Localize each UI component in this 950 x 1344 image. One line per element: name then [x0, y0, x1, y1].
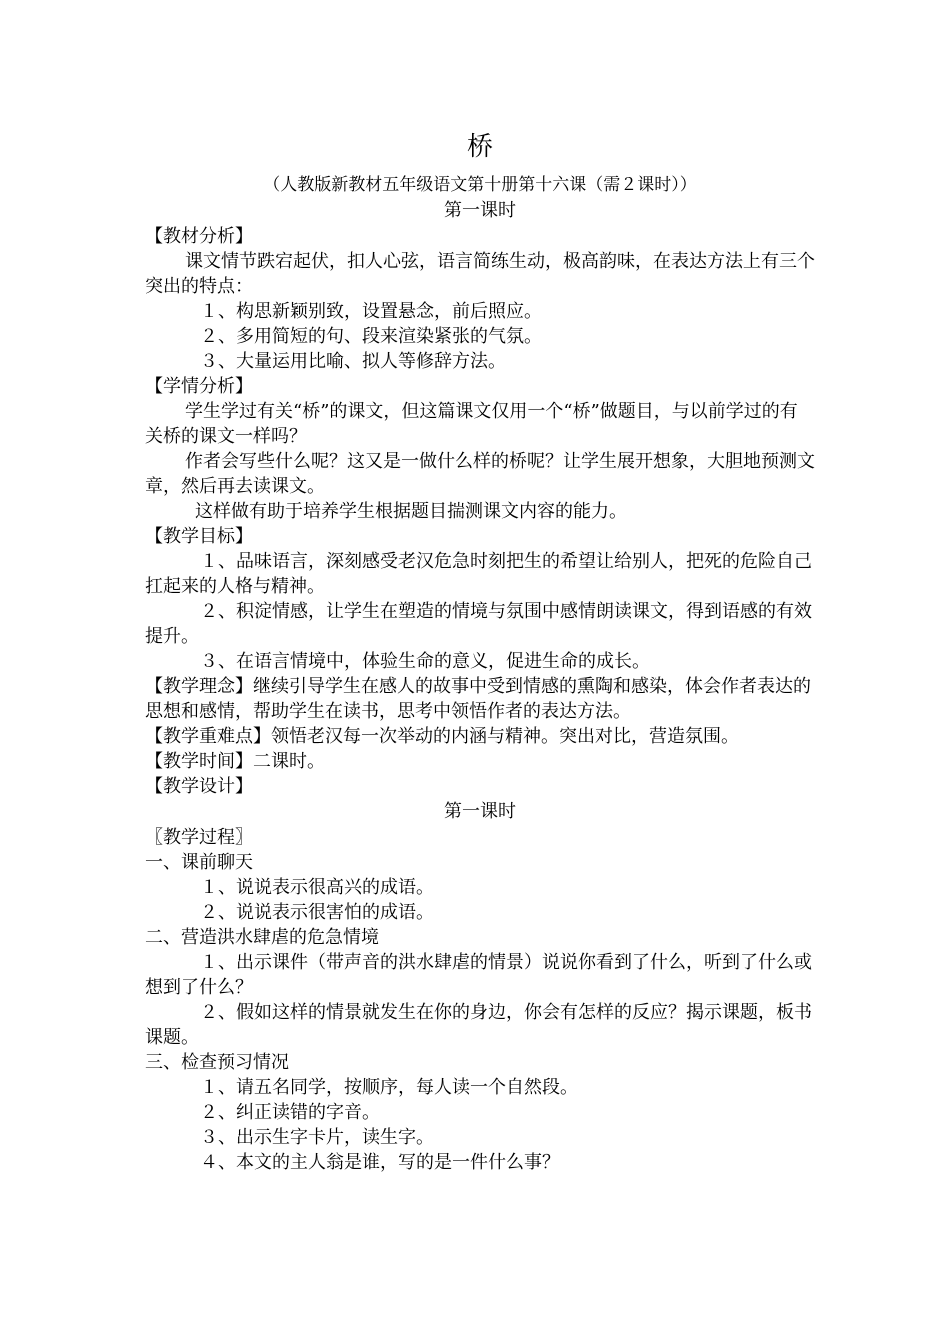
document-page	[145, 130, 815, 1175]
concept-paragraph: 【教学理念】继续引导学生在感人的故事中受到情感的熏陶和感染，体会作者表达的思想和感情，帮助学生在读书，思考中领悟作者的表达方法。	[145, 676, 811, 722]
goal-item: ２、积淀情感，让学生在塑造的情境与氛围中感情朗读课文，得到语感的有效提升。	[145, 601, 812, 647]
difficulty-paragraph: 【教学重难点】领悟老汉每一次举动的内涵与精神。突出对比，营造氛围。	[145, 726, 739, 747]
section-item: ２、纠正读错的字音。	[200, 1102, 380, 1123]
goal-item: １、品味语言，深刻感受老汉危急时刻把生的希望让给别人，把死的危险自己扛起来的人格与精神。	[145, 551, 812, 597]
doc-title: 桥	[466, 132, 493, 162]
lesson-heading-top: 第一课时	[444, 200, 516, 221]
section-item: ２、说说表示很害怕的成语。	[200, 902, 434, 923]
student-paragraph: 学生学过有关“桥”的课文，但这篇课文仅用一个“桥”做题目，与以前学过的有关桥的课文一样吗？	[145, 401, 798, 447]
section-heading: 一、课前聊天	[145, 852, 253, 873]
analysis-heading: 【教材分析】	[145, 226, 253, 247]
analysis-paragraph: 课文情节跌宕起伏，扣人心弦，语言简练生动，极高韵味，在表达方法上有三个突出的特点：	[145, 251, 815, 297]
section-item: ４、本文的主人翁是谁，写的是一件什么事？	[200, 1152, 560, 1173]
process-heading: 〖教学过程〗	[145, 827, 253, 848]
student-paragraph: 这样做有助于培养学生根据题目揣测课文内容的能力。	[195, 501, 627, 522]
analysis-item: ３、大量运用比喻、拟人等修辞方法。	[200, 351, 506, 372]
doc-subtitle: （人教版新教材五年级语文第十册第十六课（需２课时））	[263, 175, 697, 195]
student-heading: 【学情分析】	[145, 376, 253, 397]
section-item: １、说说表示很高兴的成语。	[200, 877, 434, 898]
section-heading: 三、检查预习情况	[145, 1052, 289, 1073]
goal-item: ３、在语言情境中，体验生命的意义，促进生命的成长。	[200, 651, 650, 672]
section-item: ３、出示生字卡片，读生字。	[200, 1127, 434, 1148]
section-item: １、请五名同学，按顺序，每人读一个自然段。	[200, 1077, 578, 1098]
analysis-item: ２、多用简短的句、段来渲染紧张的气氛。	[200, 326, 542, 347]
lesson-heading-mid: 第一课时	[444, 801, 516, 822]
section-heading: 二、营造洪水肆虐的危急情境	[145, 927, 379, 948]
goal-heading: 【教学目标】	[145, 526, 253, 547]
time-paragraph: 【教学时间】二课时。	[145, 751, 325, 772]
analysis-item: １、构思新颖别致，设置悬念，前后照应。	[200, 301, 542, 322]
design-heading: 【教学设计】	[145, 776, 253, 797]
student-paragraph: 作者会写些什么呢？这又是一做什么样的桥呢？让学生展开想象，大胆地预测文章，然后再去读课文。	[145, 451, 815, 497]
section-item: １、出示课件（带声音的洪水肆虐的情景）说说你看到了什么，听到了什么或想到了什么？	[145, 952, 812, 998]
section-item: ２、假如这样的情景就发生在你的身边，你会有怎样的反应？揭示课题，板书课题。	[145, 1002, 812, 1048]
